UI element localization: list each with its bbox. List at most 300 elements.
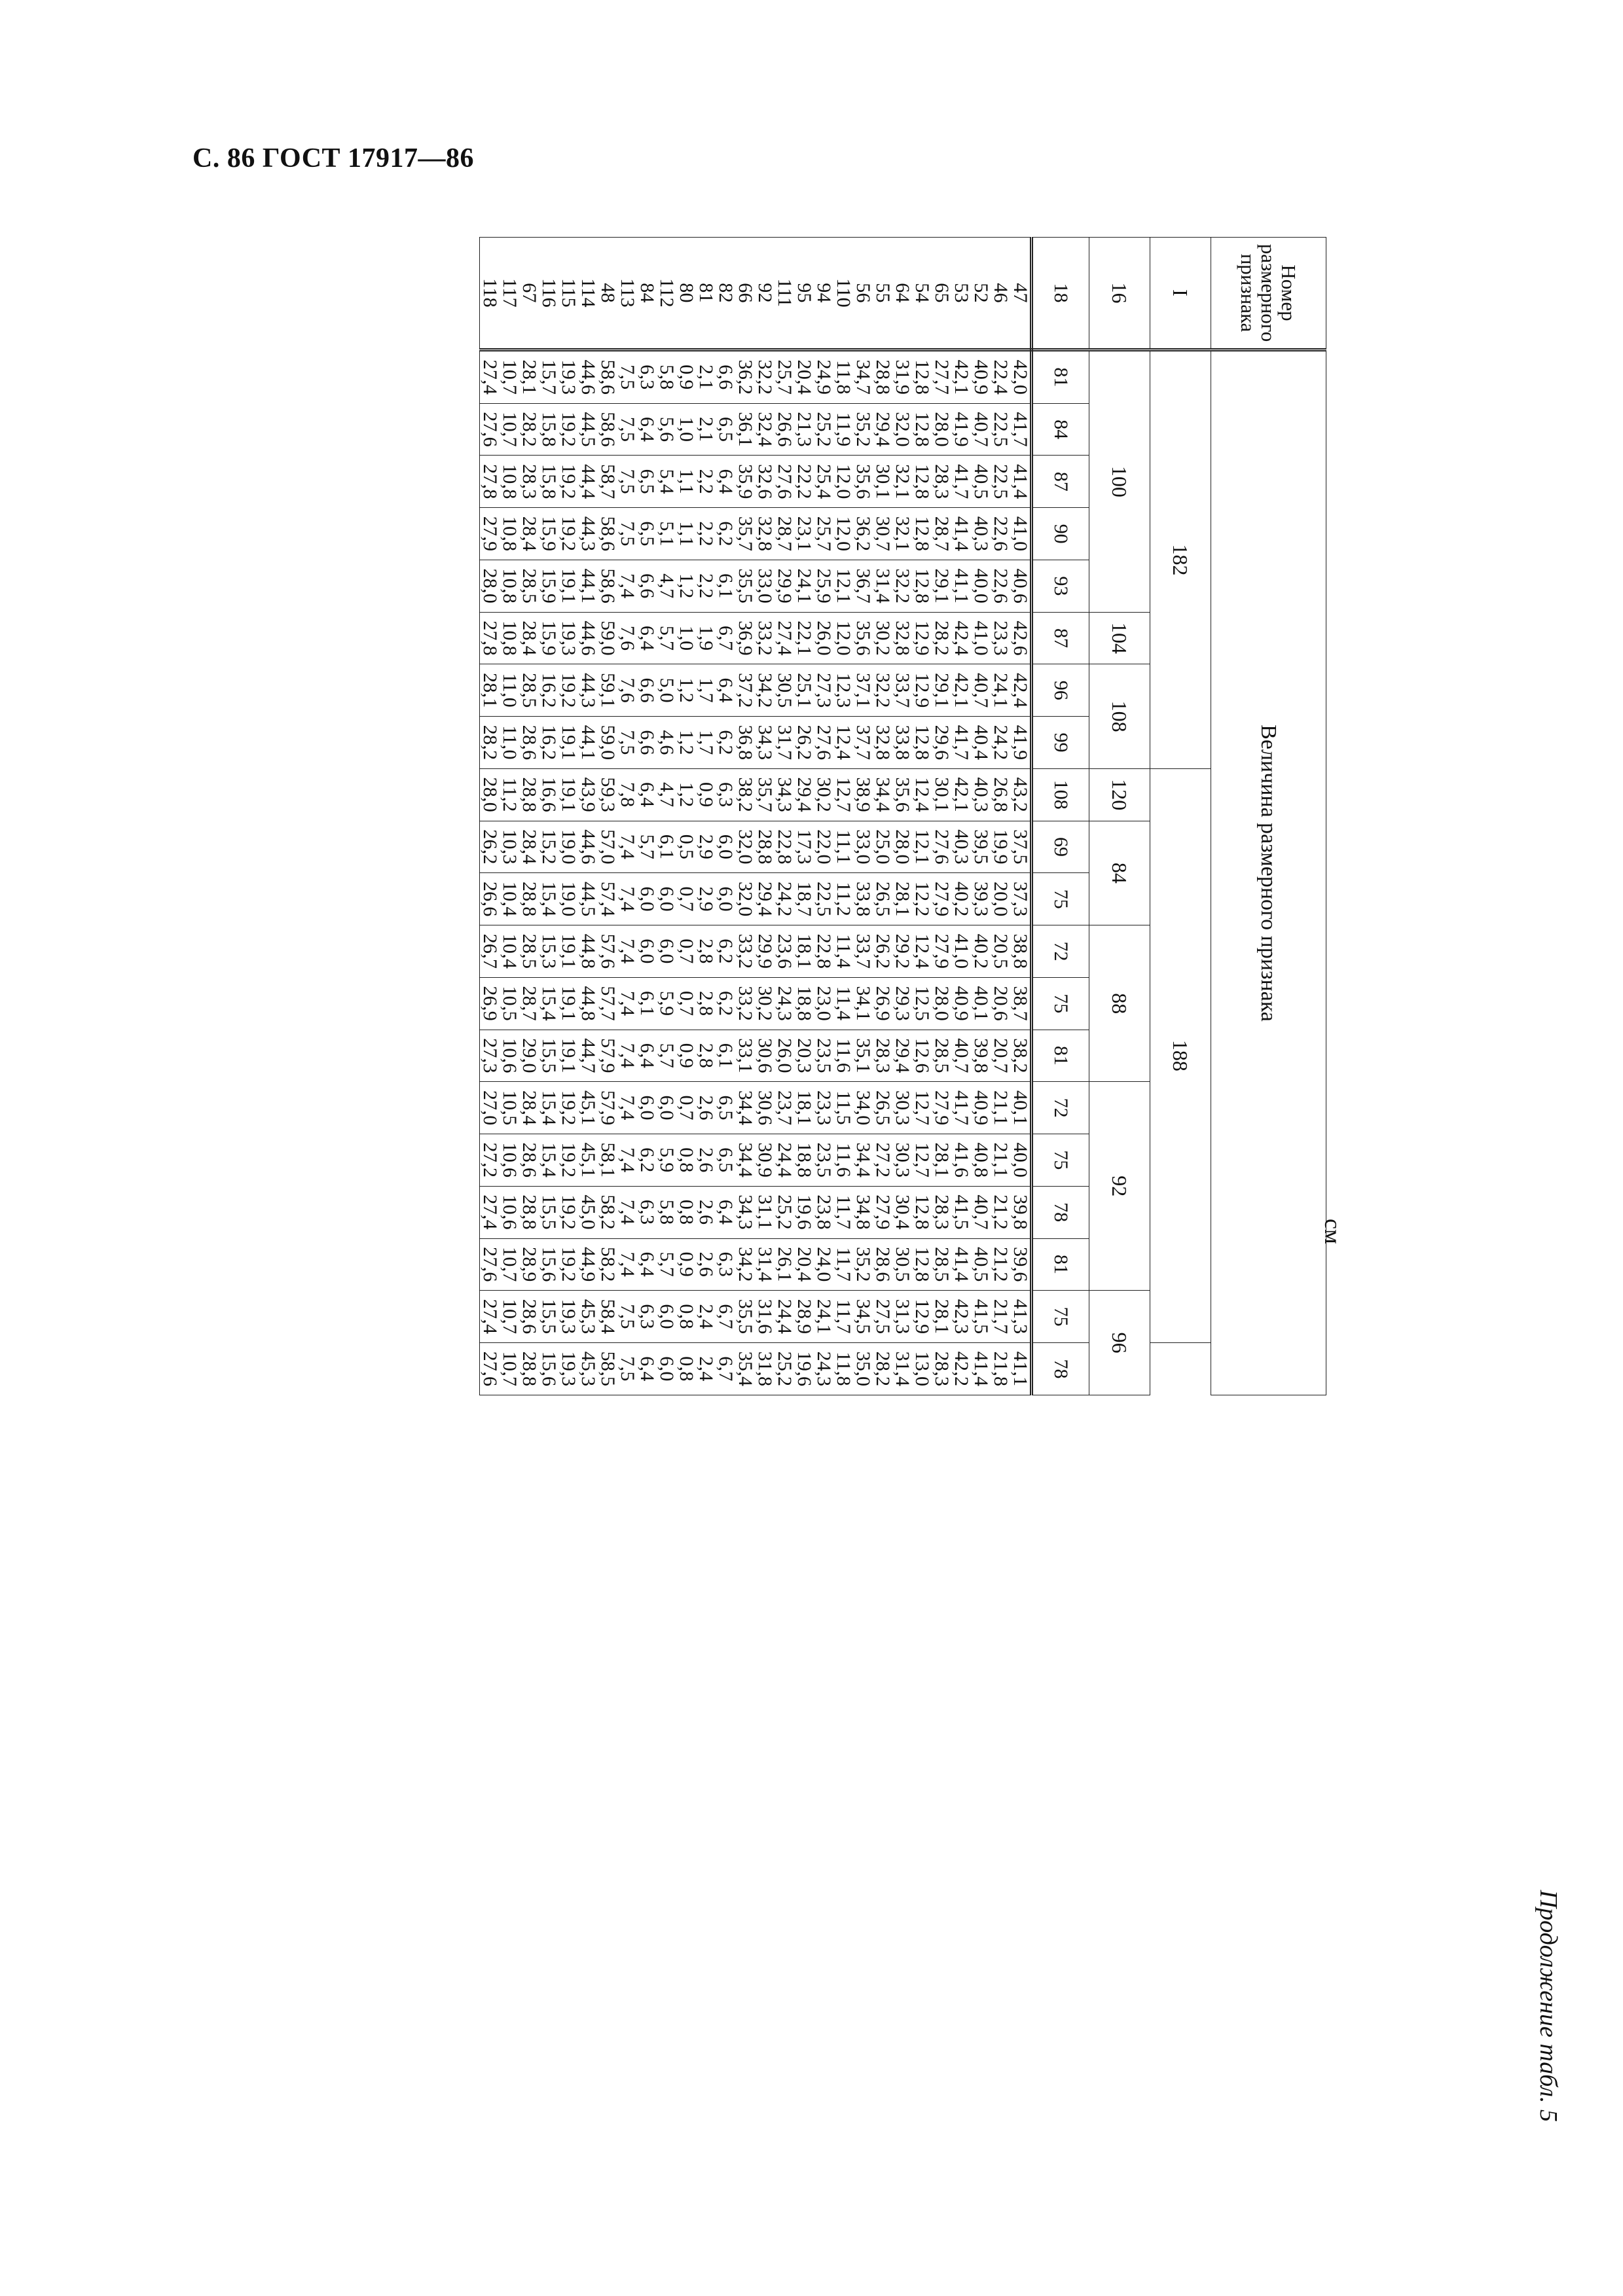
value-cell: 12,5 [912, 977, 932, 1030]
value-cell: 27,7 [932, 350, 951, 404]
value-cell: 42,1 [951, 768, 971, 821]
value-cell: 11,6 [833, 1030, 853, 1082]
value-cell: 41,9 [1010, 717, 1032, 769]
value-cell: 2,2 [696, 560, 716, 612]
value-cell: 7,4 [617, 1186, 637, 1238]
value-cell: 22,5 [991, 403, 1010, 456]
table-body [480, 238, 1032, 1395]
value-cell: 20,6 [991, 977, 1010, 1030]
value-cell: 23,5 [814, 1134, 833, 1187]
value-cell: 42,3 [951, 1291, 971, 1343]
table-row [617, 238, 637, 1395]
value-cell: 10,8 [500, 612, 519, 664]
value-cell: 12,0 [833, 612, 853, 664]
value-cell: 6,0 [657, 873, 676, 925]
value-cell: 29,9 [755, 925, 775, 978]
value-cell: 6,4 [637, 1238, 657, 1291]
value-cell: 6,7 [716, 1291, 735, 1343]
value-cell: 10,6 [500, 1030, 519, 1082]
value-cell: 36,2 [735, 350, 755, 404]
value-cell: 21,2 [991, 1186, 1010, 1238]
header-col-18: 87 [1032, 612, 1089, 664]
value-cell: 34,4 [853, 1134, 873, 1187]
value-cell: 32,0 [735, 873, 755, 925]
value-cell: 41,0 [971, 612, 991, 664]
value-cell: 15,5 [539, 1291, 558, 1343]
value-cell: 4,7 [657, 560, 676, 612]
row-number-cell: 48 [598, 238, 617, 350]
value-cell: 5,6 [657, 403, 676, 456]
value-cell: 42,4 [1010, 664, 1032, 717]
value-cell: 35,5 [735, 1291, 755, 1343]
value-cell: 15,6 [539, 1342, 558, 1395]
value-cell: 24,3 [775, 977, 794, 1030]
units-label: см [1320, 1219, 1346, 1244]
value-cell: 7,4 [617, 1030, 637, 1082]
value-cell: 23,3 [814, 1082, 833, 1134]
value-cell: 21,1 [991, 1134, 1010, 1187]
value-cell: 44,8 [578, 977, 598, 1030]
value-cell: 0,9 [696, 768, 716, 821]
value-cell: 26,2 [873, 925, 892, 978]
value-cell: 28,8 [519, 768, 539, 821]
value-cell: 28,9 [519, 1238, 539, 1291]
value-cell: 11,2 [500, 768, 519, 821]
value-cell: 40,6 [1010, 560, 1032, 612]
value-cell: 28,3 [932, 1342, 951, 1395]
value-cell: 6,6 [637, 664, 657, 717]
value-cell: 26,6 [775, 403, 794, 456]
header-col-18: 78 [1032, 1342, 1089, 1395]
value-cell: 36,2 [853, 508, 873, 560]
value-cell: 7,5 [617, 350, 637, 404]
value-cell: 27,6 [932, 821, 951, 873]
table-row [735, 238, 755, 1395]
table-row [833, 238, 853, 1395]
value-cell: 6,5 [716, 1082, 735, 1134]
value-cell: 7,4 [617, 1238, 637, 1291]
value-cell: 40,2 [951, 873, 971, 925]
value-cell: 2,9 [696, 821, 716, 873]
value-cell: 34,7 [853, 350, 873, 404]
row-number-cell: 82 [716, 238, 735, 350]
value-cell: 29,1 [932, 664, 951, 717]
value-cell: 12,8 [912, 1186, 932, 1238]
header-row-16-first: 16 [1089, 238, 1150, 350]
value-cell: 15,8 [539, 403, 558, 456]
row-number-cell: 53 [951, 238, 971, 350]
value-cell: 59,3 [598, 768, 617, 821]
value-cell: 7,4 [617, 821, 637, 873]
value-cell: 30,2 [873, 612, 892, 664]
value-cell: 19,2 [558, 508, 578, 560]
value-cell: 6,5 [716, 403, 735, 456]
value-cell: 24,1 [991, 664, 1010, 717]
row-number-cell: 80 [676, 238, 696, 350]
value-cell: 6,0 [657, 1342, 676, 1395]
value-cell: 0,9 [676, 1238, 696, 1291]
value-cell: 19,0 [558, 873, 578, 925]
value-cell: 27,4 [480, 1186, 500, 1238]
value-cell: 26,5 [873, 873, 892, 925]
value-cell: 57,7 [598, 977, 617, 1030]
value-cell: 22,2 [794, 456, 814, 508]
value-cell: 29,6 [932, 717, 951, 769]
value-cell: 59,0 [598, 717, 617, 769]
header-row-i-group: 182 [1150, 350, 1211, 769]
value-cell: 6,1 [716, 1030, 735, 1082]
value-cell: 35,2 [853, 1238, 873, 1291]
value-cell: 27,3 [480, 1030, 500, 1082]
value-cell: 4,7 [657, 768, 676, 821]
value-cell: 31,3 [892, 1291, 912, 1343]
value-cell: 28,3 [932, 1186, 951, 1238]
value-cell: 27,4 [480, 350, 500, 404]
value-cell: 27,2 [873, 1134, 892, 1187]
value-cell: 35,7 [755, 768, 775, 821]
value-cell: 15,2 [539, 821, 558, 873]
row-number-cell: 47 [1010, 238, 1032, 350]
value-cell: 12,4 [912, 768, 932, 821]
value-cell: 19,1 [558, 768, 578, 821]
value-cell: 28,5 [519, 925, 539, 978]
value-cell: 44,6 [578, 350, 598, 404]
header-col-18: 78 [1032, 1186, 1089, 1238]
value-cell: 44,1 [578, 560, 598, 612]
row-number-cell: 81 [696, 238, 716, 350]
value-cell: 1,7 [696, 664, 716, 717]
value-cell: 28,7 [775, 508, 794, 560]
header-row-16-group: 108 [1089, 664, 1150, 768]
value-cell: 20,0 [991, 873, 1010, 925]
value-cell: 25,2 [814, 403, 833, 456]
value-cell: 12,9 [912, 612, 932, 664]
value-cell: 19,3 [558, 1291, 578, 1343]
value-cell: 0,8 [676, 1342, 696, 1395]
table-row [598, 238, 617, 1395]
value-cell: 10,7 [500, 403, 519, 456]
value-cell: 19,3 [558, 1342, 578, 1395]
value-cell: 37,2 [735, 664, 755, 717]
value-cell: 1,2 [676, 717, 696, 769]
value-cell: 1,2 [676, 664, 696, 717]
value-cell: 5,7 [637, 821, 657, 873]
value-cell: 23,1 [794, 508, 814, 560]
value-cell: 10,7 [500, 1291, 519, 1343]
value-cell: 28,1 [932, 1291, 951, 1343]
value-cell: 12,4 [912, 925, 932, 978]
value-cell: 30,3 [892, 1134, 912, 1187]
value-cell: 38,8 [1010, 925, 1032, 978]
value-cell: 6,0 [716, 873, 735, 925]
value-cell: 29,4 [755, 873, 775, 925]
value-cell: 10,4 [500, 873, 519, 925]
value-cell: 1,0 [676, 612, 696, 664]
row-number-cell: 115 [558, 238, 578, 350]
value-cell: 44,6 [578, 821, 598, 873]
header-col-18: 81 [1032, 1030, 1089, 1082]
value-cell: 19,2 [558, 1186, 578, 1238]
row-number-cell: 52 [971, 238, 991, 350]
value-cell: 37,5 [1010, 821, 1032, 873]
value-cell: 10,8 [500, 560, 519, 612]
value-cell: 58,6 [598, 508, 617, 560]
value-cell: 28,5 [932, 1238, 951, 1291]
value-cell: 22,6 [991, 508, 1010, 560]
header-row-16-group: 120 [1089, 768, 1150, 821]
value-cell: 28,2 [519, 403, 539, 456]
value-cell: 37,3 [1010, 873, 1032, 925]
value-cell: 28,7 [519, 977, 539, 1030]
value-cell: 40,9 [971, 350, 991, 404]
value-cell: 33,2 [735, 925, 755, 978]
header-row-i-first: I [1150, 238, 1211, 350]
value-cell: 22,8 [814, 925, 833, 978]
value-cell: 27,2 [480, 1134, 500, 1187]
value-cell: 15,4 [539, 977, 558, 1030]
value-cell: 6,6 [637, 560, 657, 612]
value-cell: 27,8 [480, 612, 500, 664]
value-cell: 39,3 [971, 873, 991, 925]
value-cell: 35,4 [735, 1342, 755, 1395]
value-cell: 11,4 [833, 977, 853, 1030]
value-cell: 2,9 [696, 873, 716, 925]
value-cell: 19,1 [558, 717, 578, 769]
value-cell: 6,6 [637, 717, 657, 769]
value-cell: 32,4 [755, 403, 775, 456]
value-cell: 15,9 [539, 612, 558, 664]
value-cell: 30,1 [873, 456, 892, 508]
value-cell: 0,7 [676, 925, 696, 978]
value-cell: 28,3 [932, 456, 951, 508]
table-row [1010, 238, 1032, 1395]
value-cell: 7,5 [617, 717, 637, 769]
value-cell: 1,2 [676, 768, 696, 821]
value-cell: 34,3 [735, 1186, 755, 1238]
value-cell: 12,9 [912, 1291, 932, 1343]
value-cell: 26,2 [794, 717, 814, 769]
value-cell: 41,6 [951, 1134, 971, 1187]
value-cell: 1,1 [676, 508, 696, 560]
value-cell: 30,5 [775, 664, 794, 717]
value-cell: 6,1 [637, 977, 657, 1030]
value-cell: 22,5 [991, 456, 1010, 508]
row-number-cell: 118 [480, 238, 500, 350]
value-cell: 25,9 [814, 560, 833, 612]
value-cell: 39,8 [1010, 1186, 1032, 1238]
value-cell: 24,3 [814, 1342, 833, 1395]
value-cell: 27,6 [480, 403, 500, 456]
value-cell: 23,3 [991, 612, 1010, 664]
table-row [480, 238, 500, 1395]
value-cell: 20,4 [794, 350, 814, 404]
value-cell: 30,7 [873, 508, 892, 560]
value-cell: 32,8 [873, 717, 892, 769]
value-cell: 32,2 [755, 350, 775, 404]
value-cell: 2,4 [696, 1342, 716, 1395]
value-cell: 41,7 [951, 456, 971, 508]
table-row [892, 238, 912, 1395]
value-cell: 30,4 [892, 1186, 912, 1238]
value-cell: 15,9 [539, 560, 558, 612]
value-cell: 29,0 [519, 1030, 539, 1082]
header-row-16 [1089, 238, 1150, 1395]
value-cell: 28,2 [932, 612, 951, 664]
value-cell: 58,2 [598, 1186, 617, 1238]
header-col-18: 81 [1032, 1238, 1089, 1291]
value-cell: 27,6 [480, 1238, 500, 1291]
value-cell: 28,7 [932, 508, 951, 560]
table-row [578, 238, 598, 1395]
value-cell: 42,4 [951, 612, 971, 664]
value-cell: 33,8 [892, 717, 912, 769]
row-number-cell: 55 [873, 238, 892, 350]
table-row [971, 238, 991, 1395]
value-cell: 44,5 [578, 873, 598, 925]
value-cell: 12,8 [912, 560, 932, 612]
header-col-18: 99 [1032, 717, 1089, 769]
header-col-18: 75 [1032, 873, 1089, 925]
continuation-label: Продолжение табл. 5 [1535, 1890, 1562, 2122]
value-cell: 33,2 [755, 612, 775, 664]
value-cell: 6,4 [637, 768, 657, 821]
value-cell: 38,9 [853, 768, 873, 821]
value-cell: 28,6 [519, 1134, 539, 1187]
value-cell: 58,6 [598, 403, 617, 456]
row-number-cell: 116 [539, 238, 558, 350]
value-cell: 7,4 [617, 1134, 637, 1187]
table-row [873, 238, 892, 1395]
value-cell: 0,5 [676, 821, 696, 873]
value-cell: 11,0 [500, 717, 519, 769]
value-cell: 21,3 [794, 403, 814, 456]
value-cell: 12,8 [912, 508, 932, 560]
value-cell: 0,8 [676, 1134, 696, 1187]
value-cell: 29,4 [794, 768, 814, 821]
value-cell: 19,3 [558, 612, 578, 664]
value-cell: 38,2 [1010, 1030, 1032, 1082]
value-cell: 12,8 [912, 717, 932, 769]
value-cell: 23,7 [775, 1082, 794, 1134]
value-cell: 28,8 [519, 873, 539, 925]
value-cell: 17,3 [794, 821, 814, 873]
value-cell: 58,1 [598, 1134, 617, 1187]
value-cell: 10,7 [500, 350, 519, 404]
value-cell: 6,3 [637, 1186, 657, 1238]
value-cell: 21,2 [991, 1238, 1010, 1291]
value-cell: 30,6 [755, 1082, 775, 1134]
value-cell: 19,2 [558, 456, 578, 508]
value-cell: 15,4 [539, 1082, 558, 1134]
value-cell: 28,8 [755, 821, 775, 873]
value-cell: 26,5 [873, 1082, 892, 1134]
value-cell: 41,5 [951, 1186, 971, 1238]
value-cell: 12,2 [912, 873, 932, 925]
value-cell: 6,2 [716, 977, 735, 1030]
header-col-18: 90 [1032, 508, 1089, 560]
value-cell: 31,4 [755, 1238, 775, 1291]
value-cell: 10,6 [500, 1186, 519, 1238]
rotated-table-area [274, 230, 1584, 2194]
value-cell: 28,4 [519, 821, 539, 873]
value-cell: 6,0 [657, 1082, 676, 1134]
value-cell: 32,1 [892, 456, 912, 508]
table-row [500, 238, 519, 1395]
value-cell: 6,2 [716, 925, 735, 978]
value-cell: 19,6 [794, 1186, 814, 1238]
value-cell: 6,2 [716, 508, 735, 560]
table-row [676, 238, 696, 1395]
value-cell: 26,0 [814, 612, 833, 664]
value-cell: 30,9 [755, 1134, 775, 1187]
value-cell: 10,5 [500, 977, 519, 1030]
value-cell: 6,7 [716, 1342, 735, 1395]
value-cell: 6,3 [637, 350, 657, 404]
value-cell: 6,1 [716, 560, 735, 612]
header-value-label: Величина размерного признака [1211, 350, 1326, 1395]
value-cell: 6,0 [637, 1082, 657, 1134]
value-cell: 24,4 [775, 1291, 794, 1343]
value-cell: 6,0 [716, 821, 735, 873]
value-cell: 6,4 [716, 664, 735, 717]
value-cell: 11,2 [833, 873, 853, 925]
value-cell: 11,0 [500, 664, 519, 717]
row-number-cell: 92 [755, 238, 775, 350]
value-cell: 28,0 [480, 768, 500, 821]
value-cell: 7,6 [617, 664, 637, 717]
value-cell: 12,8 [912, 403, 932, 456]
value-cell: 11,7 [833, 1186, 853, 1238]
value-cell: 28,4 [519, 612, 539, 664]
value-cell: 32,0 [735, 821, 755, 873]
table-row [991, 238, 1010, 1395]
value-cell: 57,0 [598, 821, 617, 873]
value-cell: 41,7 [951, 717, 971, 769]
value-cell: 1,0 [676, 403, 696, 456]
value-cell: 34,4 [873, 768, 892, 821]
header-col-18: 72 [1032, 1082, 1089, 1134]
value-cell: 6,5 [637, 508, 657, 560]
value-cell: 5,0 [657, 664, 676, 717]
header-row-i-group: 188 [1150, 768, 1211, 1342]
value-cell: 6,5 [637, 456, 657, 508]
value-cell: 2,6 [696, 1134, 716, 1187]
value-cell: 40,1 [1010, 1082, 1032, 1134]
value-cell: 45,3 [578, 1342, 598, 1395]
value-cell: 40,8 [971, 1134, 991, 1187]
value-cell: 12,1 [912, 821, 932, 873]
value-cell: 28,2 [873, 1342, 892, 1395]
row-number-cell: 56 [853, 238, 873, 350]
value-cell: 31,4 [892, 1342, 912, 1395]
value-cell: 5,8 [657, 350, 676, 404]
value-cell: 33,7 [853, 925, 873, 978]
value-cell: 44,7 [578, 1030, 598, 1082]
value-cell: 28,0 [932, 977, 951, 1030]
row-number-cell: 113 [617, 238, 637, 350]
table-content [274, 237, 1584, 2200]
value-cell: 2,4 [696, 1291, 716, 1343]
value-cell: 34,0 [853, 1082, 873, 1134]
value-cell: 19,1 [558, 1030, 578, 1082]
value-cell: 32,0 [892, 403, 912, 456]
value-cell: 2,2 [696, 456, 716, 508]
table-wrapper [479, 237, 1326, 1395]
value-cell: 2,2 [696, 508, 716, 560]
header-row-16-group: 84 [1089, 821, 1150, 925]
value-cell: 44,1 [578, 717, 598, 769]
value-cell: 12,7 [833, 768, 853, 821]
